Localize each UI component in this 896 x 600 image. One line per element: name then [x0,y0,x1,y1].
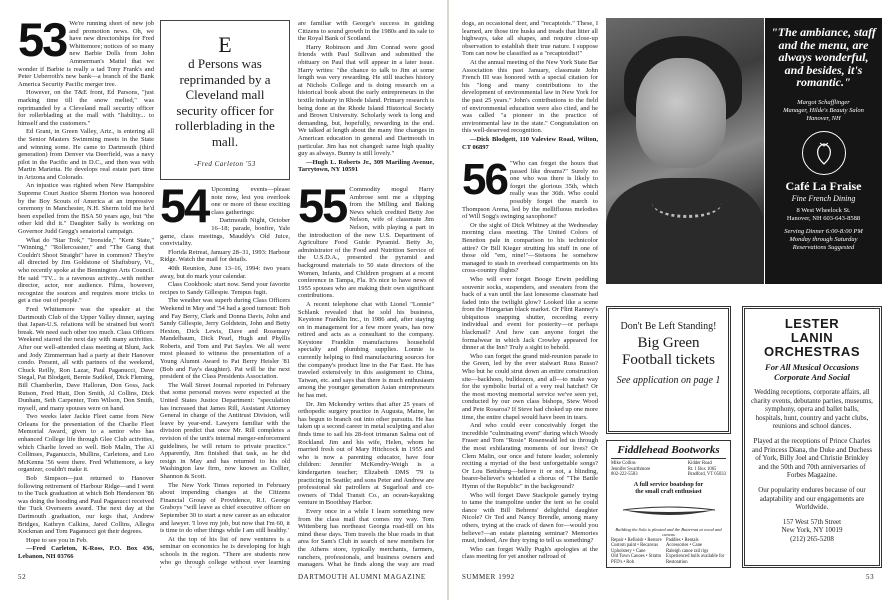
cafe-subtitle: Fine French Dining [791,193,856,203]
paragraph: Upcoming events—please note now, lest you overlook one or more of these exciting class gatherings: [211,186,290,216]
class-notes-column-1955-cont [462,20,598,180]
orchestra-body-3: Our popularity endures because of our adaptability and our engagements are Worldwide. [758,485,866,512]
paragraph: We're running short of new job and promotion news. Oh, we have new directorships for Fred Whittemore; notices of so many new Barbie Dolls from John Ammerman's Mattel that we wonder if Barbie is really a tad Tony Frank's and Peter Ueberroth's new bank—a branch of the Bank America Security Pacific merger tree. [18,20,154,88]
paragraph: What do "Star Trek," "Ironside," "Kent State," "Winning," "Rollercoaster," and "The Gang that Couldn't Shoot Straight" have in common? They're all directed by Jim Goldstone of Shaftsbury, Vt., who recently spoke at the Bennington Arts Council. He said "TV... is a ravenous activity...with neither director, actor, nor audience. Films, however, recognize the sources and requires more tricks to get a rise out of people." [18,236,154,305]
fiddlehead-boatworks-ad[interactable] [606,440,731,568]
paragraph: Class Cookbook: start now. Send your favorite recipes to Sandy Gillespie. Tempus fugit. [160,281,290,296]
lester-lanin-ad[interactable] [742,306,882,568]
boatworks-contact-right: Kidder Road Rt. 1 Box 1065 Bradford, VT 05033 [687,461,726,478]
orchestra-body-1: Wedding receptions, corporate affairs, all charity events, debutante parties, museums, symphony, opera and ballet balls, hospitals, hunt, country and yacht clubs, reunions and school dances. [751,388,873,431]
football-ad-cta: See application on page 1 [616,375,721,386]
paragraph: "Who can forget the hours that passed like dreams?" Surely no one who was there is likely to forget the glorious 35th, which really was the 36th. Who could possibly forget the march to Thompson Arena, led by the mellifluous melodies of Will Sogg's swinging saxophone? [462,160,598,221]
paragraph: The Wall Street Journal reported in February that some personal moves were expected at the United States Justice Department: "speculation has increased that James Rill, Assistant Attorney General in charge of the Antitrust Division, will leave by year-end. Lawyers familiar with the division predict that once Mr. Rill completes a revision of the unit's internal merger-enforcement guidelines, he will return to private practice." Apparently, Jim finished that task, as he did resign in May and has returned to his old Washington law firm, now known as Collier, Shannon & Scott. [160,381,290,480]
class-notes-column-1954 [160,186,290,568]
testimonial-quote: "The ambiance, staff and the menu, are always wonderful, and besides, it's romantic." [771,25,876,89]
paragraph: Fred Whittemore was the speaker at the Dartmouth Club of the Upper Valley dinner, saying that Japan-U.S. relations will be strained but won't break. We need each other too much. Class Officers Weekend starred the next day with many activities. After our well-attended class meeting at Blunt, Jack and Jody Zimmerman had a party at their Hanover condo. Present, all with partners of the weekend, Chuck Reilly, Ron Lazar, Paul Paganucci, Dave Siegal, Pat Blodgett, Bernie Sudikof, Dick Fleming, Bill Chamberlin, Dave Halloran, Don Goss, Jack Rutson, Fred Hiatt, Don Smith, Al Collins, Dick Dunham, Seth Carpenter, Tom Wilson, Don Smith, myself, and many spouses were on hand. [18,305,154,412]
boatworks-caption: Building the Sola is pleased and the Butternut at wood and canvas [615,526,722,538]
paragraph: Commodity mogul Harry Ambrose sent me a clipping from the Milling and Baking News which credited Betty Joe Nelson, wife of classmate Jim Nelson, with playing a part in the introduction of the new U.S. Department of Agriculture Food Guide Pyramid. Betty Jo, administrator of the Food and Nutrition Service of the U.S.D.A., presented the pyramid and background materials to 50 state directors of the Women, Infants, and Children program at a recent conference in Tampa, Fla. It's nice to have news of 1955 spouses who are making their own significant contributions. [298,186,434,300]
paragraph: 40th Reunion, June 13–16, 1994: two years away, but do mark your calendar. [160,264,290,280]
paragraph: An injustice was righted when New Hampshire Supreme Court Justice Sherm Horton was honored by the Boy Scouts of America at an impressive ceremony in Manchester, N.H. Sherm told me he'd been expelled from the BSA 50 years ago, but "the other kid did it." Daughter Sally is working on Governor Judd Gregg's senatorial campaign. [18,182,154,236]
paragraph: Hope to see you in Feb. [26,536,88,544]
paragraph: Bob Simpson—just returned to Hanover following retirement of Harbour Ridge—and I went to the Tuck graduation at which Bob Henderson '86 was doing the hooding and Paul Paganucci received the Tuck Overseers award. The next day at the Dartmouth graduation, our kegs that, Andrew Bridges, Kathryn Calkins, Jared Collins, Allegra Kockman and Tom Paganucci got their degrees. [18,475,154,536]
paragraph: Two weeks later Jackie Fleet came from New Orleans for the presentation of the Charlie Fleet Memorial Award, given to a senior who has enhanced College life through Glee Club activities, which Charlie loved so well. Bob Malin, The Al Collinses, Paganuccis, Mullins, Carletons, and Leo McKenna '56 were there. Fred Whittemore, a key organizer, couldn't make it. [18,413,154,474]
strawberry-icon [807,136,841,170]
photo-necklace [652,188,722,218]
class-notes-column-1955 [298,186,434,568]
paragraph: At the top of his list of new ventures is a seminar on economics he is developing for high schools in the region. "There are students now who go through college without ever learning [160,535,290,566]
orchestra-address: 157 West 57th Street New York, NY 10019 (212) 265-5208 [781,517,843,543]
boatworks-features: Repair • Refinish • Restore Custom paint • Recanvas Upholstery • Cane Old Town Canoes • Stratto PFD's • Rob Paddles • Rentals Accessories • Cane Raleigh canoe rail rigs Experienced hulls available for Restoration [611,537,725,565]
boatworks-headline: A full service boatshop for the small craft enthusiast [633,480,704,495]
orchestra-name: LESTER LANIN ORCHESTRAS [763,316,860,359]
paragraph: Who will forget Dave Stackpole gamely trying to tame the trampoline under the tent so he could dance with Bill Behrens' delightful daughter Nicole? Or Ted and Nancy Brendle, among many others, trying at the crack of dawn for—would you believe?—an estate planning seminar? Memories must, indeed, Are they trying to tell us something? [462,491,598,545]
paragraph: Florida Retreat, January 28–31, 1993: Harbour Ridge. Watch the mail for details. [160,248,290,264]
pull-quote-dropcap: E [218,32,232,57]
cafe-hours: Serving Dinner 6:00-8:00 PM Monday through Saturday Reservations Suggested [784,227,863,251]
signoff: —Hugh L. Roberts Jr., 309 Mariling Avenue, Tarrytown, NY 10591 [298,158,434,174]
pull-quote-attribution: -Fred Carleton '53 [194,160,256,168]
boatworks-contact-left: Mike Collins Jennifer Swarthmore 802-222-5583 [611,461,651,478]
signoff: —Dick Blodgett, 110 Valeview Road, Wilton, CT 06897 [462,135,598,151]
paragraph: Harry Robinson and Jim Conrad were good friends with Paul Sullivan and submitted the obituary on Paul that will appear in a later issue. Harry writes: "the chance to talk to Jim at some length was very rewarding. He still teaches history at Nichols College and is doing research on a historical book about the early entrepreneurs in the textile industry in Rhode Island. Primary research is being done at the Rhode Island Historical Society and Brown University. Scholarly work is long and demanding, but, hopefully, rewarding in the end. We talked at length about the many fine changes in American education in general and Dartmouth in particular. Jim has not changed: same high quality guy as always. Bunny is still lovely." [298,43,434,158]
testimonial-credit: Margot Schafflinger Manager, Hilde's Beauty Salon Hanover, NH [783,98,864,122]
paragraph: And who could ever conceivably forget the incredible "culminating event" during which Woody Fraser and Tom "Rosie" Rosenwald led us through the most exhilarating moments of our lives? Or Clem Malin, our once and future leader, solemnly reciting a myriad of the best unforgettable songs? Or Lou Bettsburg—believe it or not, a blinding, bearer-believer's whistled a chorus of "The Battle Hymn of the Republic" in the background? [462,422,598,490]
canoe-icon [619,498,719,520]
pull-quote-box [160,20,290,180]
page-number-right: 53 [866,573,875,581]
paragraph: Dr. Jim Mckendry writes that after 25 years of orthopedic surgery practice in Augusta, Maine, he has begun to branch out into other pursuits. He has taken up a second career in metal sculpting and also finds time to sail his 28-foot trimaran Salma out of Rockland. Jim and his wife, Helen, whom he married fresh out of Mary Hitchcock in 1955 and who is now a parenting educator, have four children: Jennifer McKendry-Weigh is a kindergarten teacher; Elizabeth DMS '79 is practicing in Seattle; and sons Peter and Andrew are professional ski patrollers at Sugarloaf and co-owners of Tidal Transit Co., an ocean-kayaking venture in Boothbay Harbor. [298,400,434,507]
football-tickets-ad[interactable] [606,306,731,434]
paragraph: Ed Grant, in Green Valley, Ariz., is entering all the Senior Masters Swimming meets in the State and winning some. He came to Dartmouth (third generation) from Denver via Deerfield, was a navy pilot in the Pacific and in D.C., and then was with Martin Marietta. He develops real estate part time in Arizona and Colorado. [18,128,154,181]
paragraph: Or the sight of Dick Whitney at the Wednesday morning class meeting. The United Colors of Benetton pale in comparison to his technicolor attire? Or Bill Kieger strutting his stuff in one of those old "em, nine!"—Stetsons he somehow managed to stash in overhead compartments on his cross-country flights? [462,221,598,275]
page-number-left: 52 [18,573,27,581]
class-year-number: 54 [160,186,209,232]
signoff: —Fred Carleton, K-Ross, P.O. Box 436, Lebanon, NH 03766 [18,545,154,560]
paragraph: However, on the T&E front, Ed Parsons, "just marking time till the snow melted," was reprimanded by a Cleveland mall security officer for rollerblading at the mall with "liability... to himself and the customers." [18,89,154,127]
pull-quote-text: d Persons was reprimanded by a Cleveland mall security officer for rollerblading in the mall. [175,56,275,149]
paragraph: The New York Times reported in February about impending changes at the Citizens Financial Group of Providence, R.I. George Graboys "will leave as chief executive officer on September 30 to start a new career as an educator and lawyer. 'I love my job, but now that I'm 60, it is time to do other things while I am still healthy.' [160,481,290,535]
paragraph: At the annual meeting of the New York State Bar Association this past January, classmate John French III was honored with a special citation for his "long and many contributions to the development of environmental law in New York for the past 25 years." John's contributions to the field of environmental education were also cited, and he was called "a pioneer in the practice of environmental law in the state." Congratulation on this well-deserved recognition. [462,58,598,135]
class-year-number: 53 [18,20,67,66]
class-year-number: 56 [462,160,507,204]
paragraph: Who can forget the grand mid-reunion parade to the Green, led by the ever stalwart Russ Russo? Who but he could strut down an entire construction site—backhoes, bulldozers, and all—to make way for the symbolic burial of a very real hatchet? Or the most moving memorial service we've seen yet, conducted by our own class bishops, Stew Wood and Pete Rosaroa? If Steve had choked up one more time, the entire chapel would have been in tears. [462,352,598,421]
football-ad-line1: Don't Be Left Standing! [620,321,717,332]
paragraph: Who will ever forget Booge Erwin peddling souvenir socks, suspenders, and sweaters from the back of a van until the last lonesome classmate had faded into the twilight glow? Looked like a scene from the Hungarian black market. Or Flint Ranney's ubiquitous snapping shutter, recording every individual and event for posterity—or perhaps blackmail? And how can anyone forget the formalwear in which Jack Crowley appeared for dinner at the Inn? Truly a sight to behold. [462,275,598,352]
page-gutter [447,0,449,600]
orchestra-tagline: For All Musical Occasions Corporate And Social [765,362,859,382]
football-ad-headline: Big Green Football tickets [622,335,715,368]
footer-magazine-title: DARTMOUTH ALUMNI MAGAZINE [298,573,426,581]
paragraph: are familiar with George's success in guiding Citizens to sound growth in the 1980s and its sale to the Royal Bank of Scotland. [298,20,434,43]
paragraph: Who can forget Wally Pugh's apologies at the class meeting for yet another railroad of [462,545,598,561]
class-notes-column-1953 [18,20,154,568]
cafe-la-fraise-ad[interactable] [765,18,882,284]
footer-issue-date: SUMMER 1992 [462,573,515,581]
cafe-address: 8 West Wheelock St. Hanover, NH 603-643-8588 [786,206,861,222]
cafe-logo [802,131,846,175]
paragraph: Dartmouth Night, October 16–18; parade, bonfire, Yale game, class meetings, Mauddy's Old Juice, conviviality. [160,217,290,248]
paragraph: The weather was superb during Class Officers Weekend in May and '54 had a good turnout: Bob and Fay Berry, Clark and Donna Davis, John and Sandy Gillespie, Jerry Goldstein, John and Betty Hexton, Dick Lewis, Dave and Rosemary Mandelbaum, Dick Pearl, Hugh and Phyllis Roberts, and Tom and Pat Sayles. We all were most pleased to witness the presentation of a Young Alumni Award to Pat Berry Heisler '81 (Bob and Fay's daughter). Pat will be the next president of the Class Presidents Association. [160,297,290,381]
paragraph: Every once in a while I learn something new from the class mail that comes my way. Tom Wittenberg has northeast Georgia road-till on his mind these days. Tom travels the blue roads in that area for Sam's Club in search of new members for the Athens store, typically merchants, farmers, ranchers, professionals, and business owners and managers. What he finds along the way are road [298,507,434,568]
boatworks-title: Fiddlehead Bootworks [611,444,726,459]
orchestra-body-2: Played at the receptions of Prince Charles and Princess Diana, the Duke and Duchess of York, Billy Joel and Christie Brinkley and the 50th and 70th anniversaries of Forbes Magazine. [752,436,872,480]
portrait-photo [606,18,764,284]
paragraph: dogs, an occasional deer, and "recaptoids." These, I learned, are those tire husks and treads that litter all highways, take all shapes, and require close-up observation to establish their true nature. I suppose Tom can now be classified as a "recaptoidist!" [462,20,598,58]
class-notes-column-1954-cont [298,20,434,180]
boatworks-contacts [611,461,726,478]
paragraph: A recent telephone chat with Lionel "Lonnie" Schlank revealed that he sold his business, Keystone Franklin Inc., in 1986 and, after staying on in management for a few more years, has now retired and acts as a consultant to the company. Keystone Franklin manufactures household specialty and plumbing supplies. Lonnie is currently helping to find manufacturing sources for the company's product line in the Far East. He has traveled extensively in this assignment to China, Taiwan, etc. and says that there is much enthusiasm among the younger generation Asian entrepreneurs he has met. [298,300,434,400]
class-year-number: 55 [298,186,347,232]
class-notes-column-1956 [462,160,598,568]
cafe-name: Café La Fraise [785,178,862,193]
photo-face [636,58,726,168]
